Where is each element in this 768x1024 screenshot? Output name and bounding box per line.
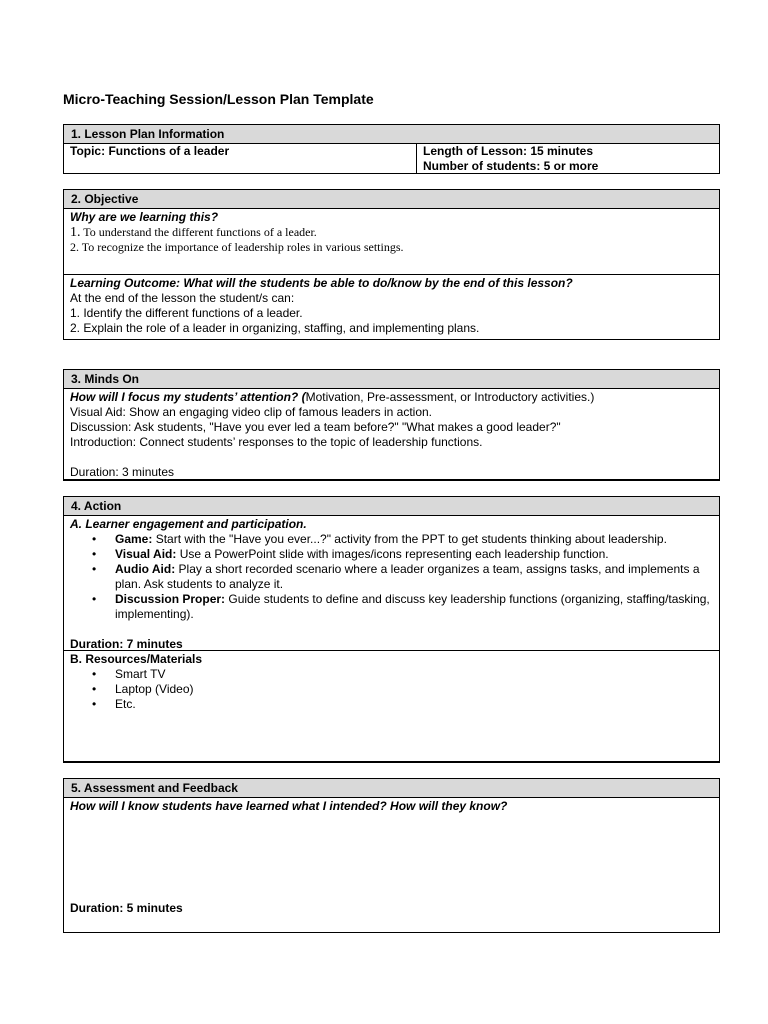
section-objective	[63, 189, 720, 340]
list-item: • Audio Aid: Play a short recorded scenario where a leader organizes a team, assigns tasks, and implements a plan. Ask students to analyze it.	[115, 562, 713, 592]
learner-engagement-cell	[63, 516, 720, 651]
list-item: • Laptop (Video)	[115, 682, 713, 697]
section-header: 4. Action	[63, 496, 720, 516]
why-item-1: 1. To understand the different functions of a leader.	[70, 225, 317, 240]
list-item: • Game: Start with the "Have you ever...?" activity from the PPT to get students thinking about leadership.	[115, 532, 713, 547]
length-cell	[416, 144, 720, 174]
section-header: 5. Assessment and Feedback	[63, 778, 720, 798]
list-item: • Visual Aid: Use a PowerPoint slide with images/icons representing each leadership function.	[115, 547, 713, 562]
outcome-line: 2. Explain the role of a leader in organizing, staffing, and implementing plans.	[70, 321, 480, 335]
minds-on-line: Discussion: Ask students, "Have you ever led a team before?" "What makes a good leader?"	[70, 420, 561, 434]
outcome-cell	[63, 275, 720, 340]
minds-on-line: Visual Aid: Show an engaging video clip of famous leaders in action.	[70, 405, 433, 419]
why-cell	[63, 209, 720, 275]
section-minds-on	[63, 369, 720, 481]
topic-cell	[63, 144, 416, 174]
section-action	[63, 496, 720, 763]
section-lesson-plan-information	[63, 124, 720, 174]
resources-list	[70, 667, 713, 712]
action-duration: Duration: 7 minutes	[70, 637, 183, 651]
engagement-title: A. Learner engagement and participation.	[70, 517, 307, 531]
section-assessment-feedback	[63, 778, 720, 933]
outcome-question: Learning Outcome: What will the students be able to do/know by the end of this lesson?	[70, 276, 573, 290]
resources-title: B. Resources/Materials	[70, 652, 203, 666]
minds-on-cell	[63, 389, 720, 481]
resources-cell	[63, 651, 720, 763]
outcome-line: At the end of the lesson the student/s can:	[70, 291, 295, 305]
minds-on-line: Introduction: Connect students’ responses to the topic of leadership functions.	[70, 435, 483, 449]
minds-on-duration: Duration: 3 minutes	[70, 465, 175, 479]
list-item: • Discussion Proper: Guide students to define and discuss key leadership functions (organizing, staffing/tasking, implementing).	[115, 592, 713, 622]
why-item-2: 2. To recognize the importance of leadership roles in various settings.	[70, 240, 404, 254]
document-title: Micro-Teaching Session/Lesson Plan Template	[63, 91, 374, 107]
section-header: 1. Lesson Plan Information	[63, 124, 720, 144]
minds-on-question: How will I focus my students’ attention? (Motivation, Pre-assessment, or Introductory activities.)	[70, 390, 595, 404]
assessment-question: How will I know students have learned what I intended? How will they know?	[70, 799, 508, 813]
assessment-duration: Duration: 5 minutes	[70, 901, 183, 915]
topic-text: Topic: Functions of a leader	[70, 144, 230, 158]
lesson-length: Length of Lesson: 15 minutes	[423, 144, 594, 158]
number-of-students: Number of students: 5 or more	[423, 159, 599, 173]
assessment-cell	[63, 798, 720, 933]
list-item: • Smart TV	[115, 667, 713, 682]
section-header: 3. Minds On	[63, 369, 720, 389]
list-item: • Etc.	[115, 697, 713, 712]
section-header: 2. Objective	[63, 189, 720, 209]
why-question: Why are we learning this?	[70, 210, 219, 224]
outcome-line: 1. Identify the different functions of a leader.	[70, 306, 303, 320]
engagement-list	[70, 532, 713, 622]
